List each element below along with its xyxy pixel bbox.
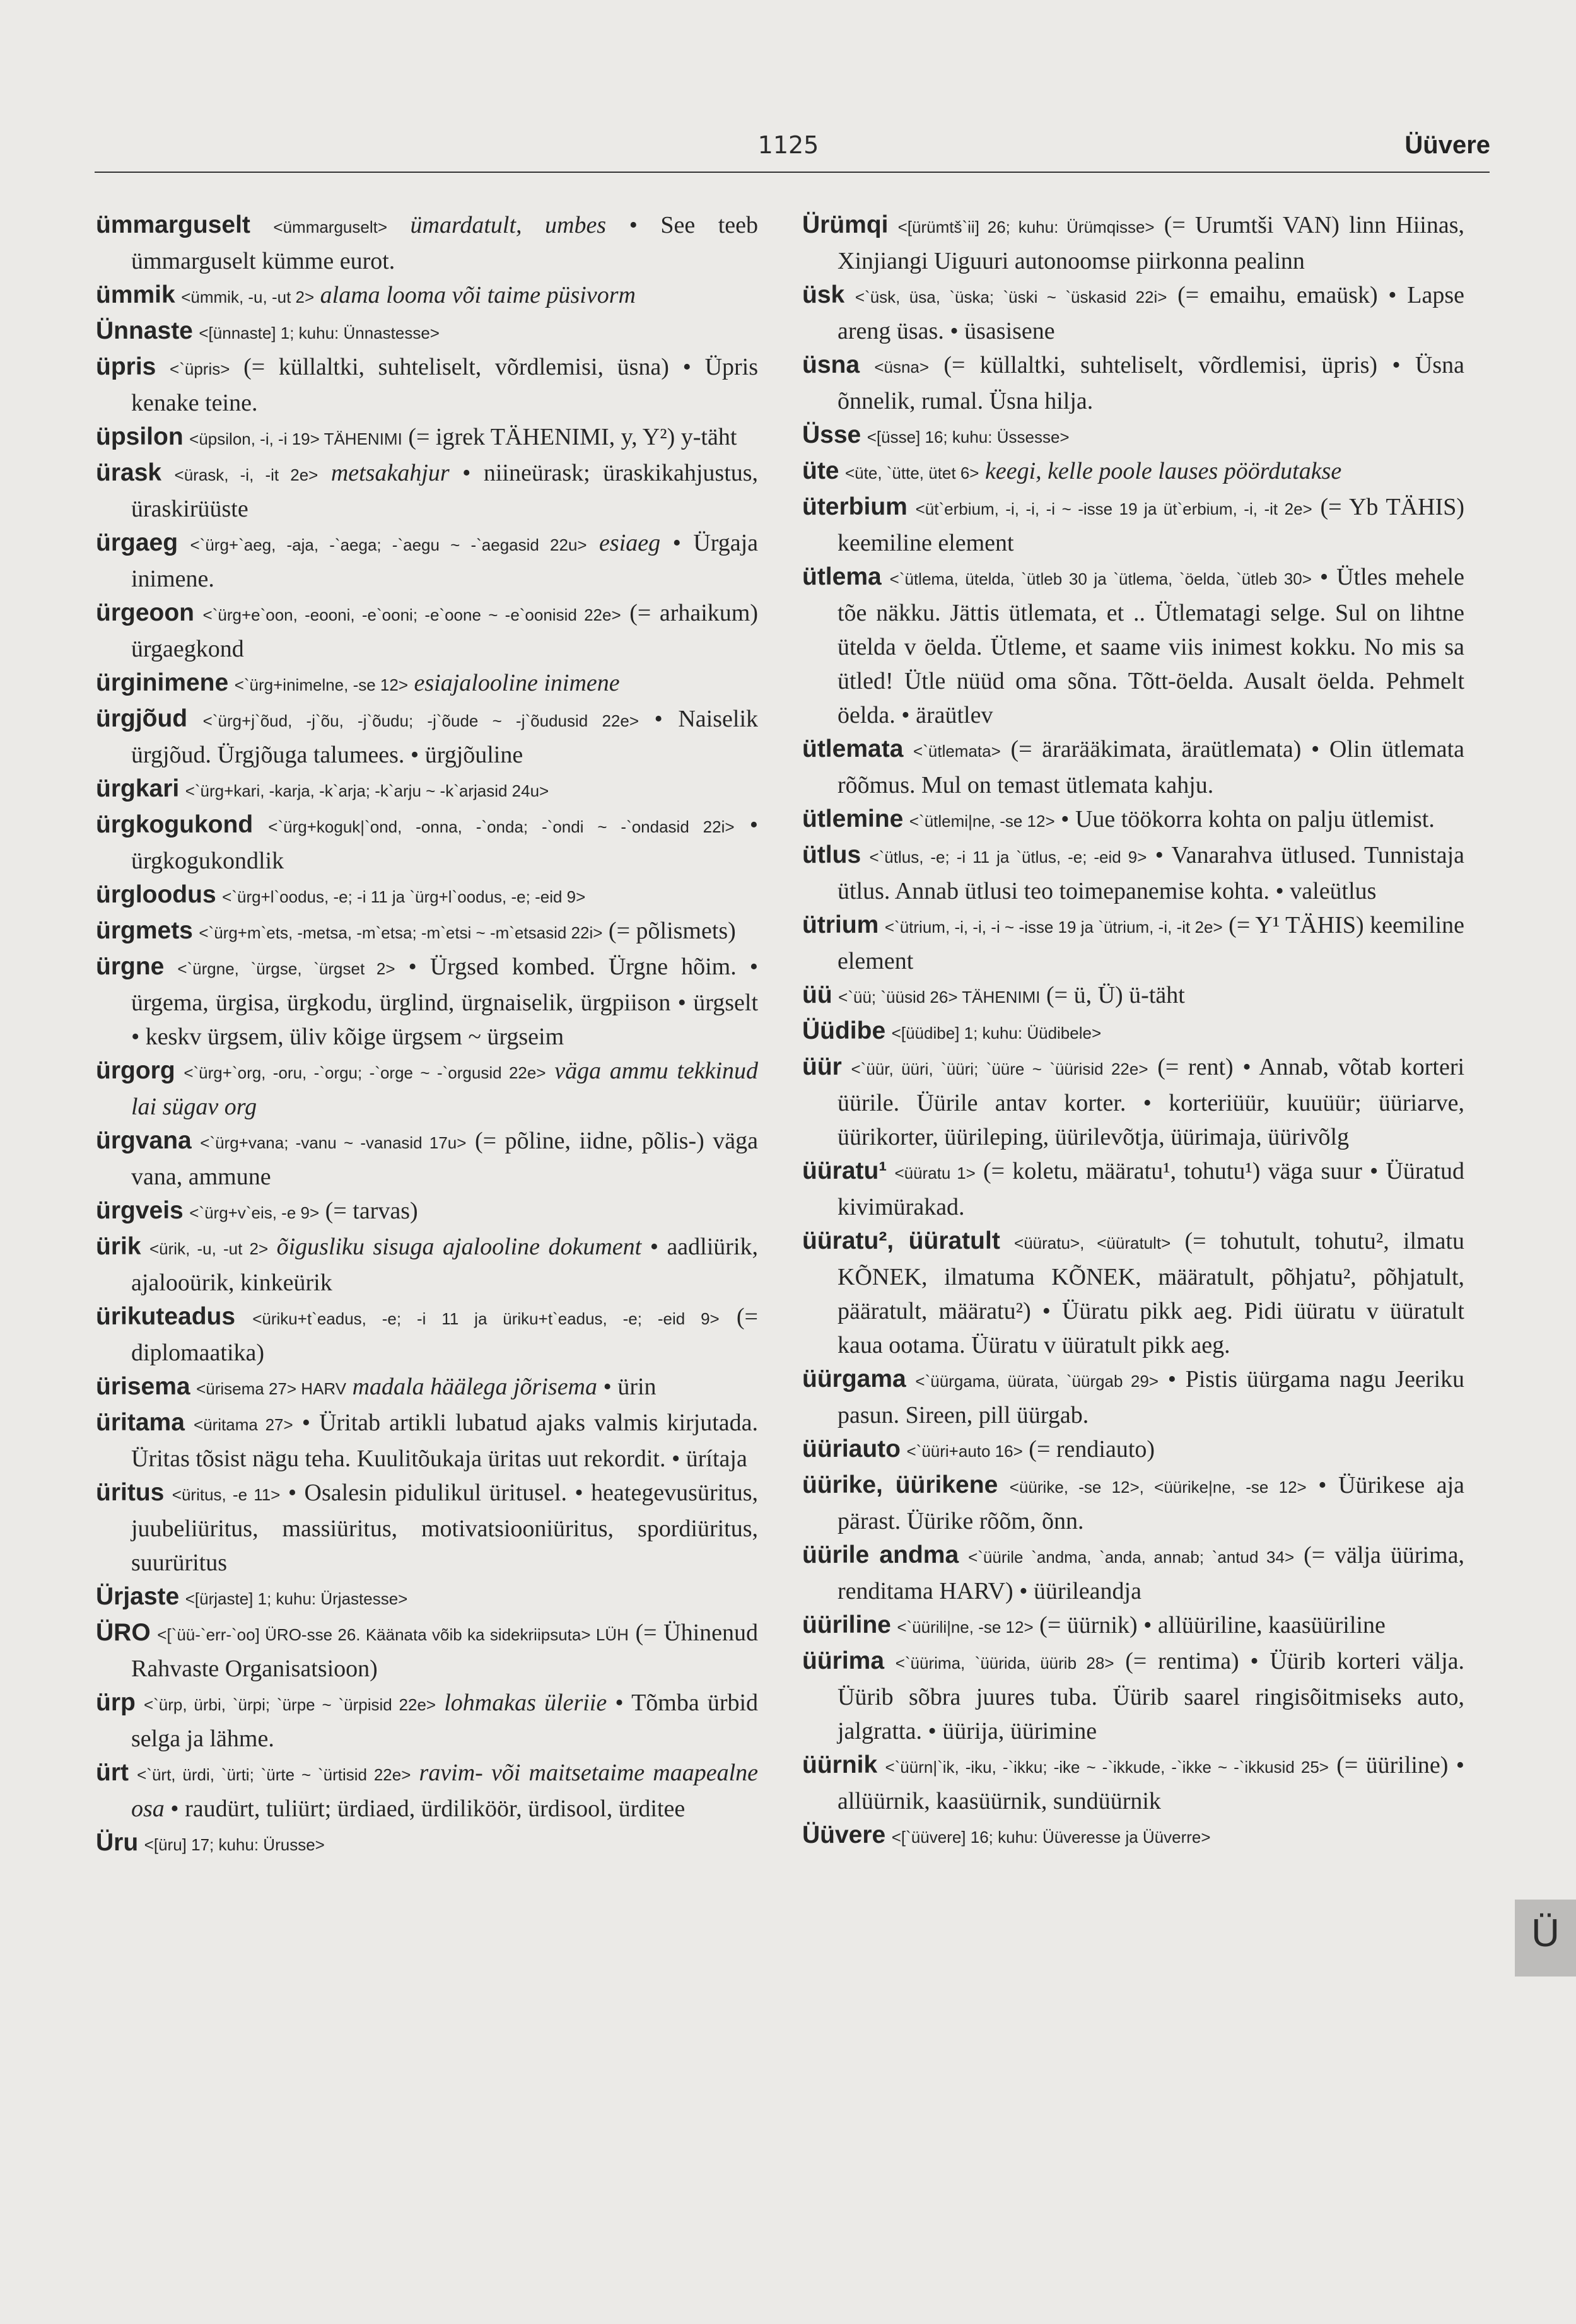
definition: ümardatult, umbes [410,212,607,238]
headword: Ünnaste [96,317,193,344]
headword: Üsse [802,421,861,448]
grammar-info: <ümmarguselt> [273,218,388,236]
dictionary-entry [96,208,758,278]
entry-text: (= Y¹ TÄHIS) keemiline element [838,912,1464,974]
dictionary-entry [802,978,1464,1014]
dictionary-entry [802,1818,1464,1854]
entry-text: (= ärarääkimata, äraütlematа) • Olin ütlematа rõõmus. Mul on temast ütlematа kahju. [838,736,1465,798]
dictionary-entry [802,490,1464,560]
dictionary-entry [96,1686,758,1756]
headword: ürgmets [96,917,193,944]
grammar-info: <[üüdibe] 1; kuhu: Üüdibele> [891,1024,1102,1042]
headword: ütlemata [802,735,904,762]
entry-text: • aadliürik, ajalooürik, kinkeürik [131,1234,758,1296]
entry-text: • See teeb ümmarguselt kümme eurot. [131,212,759,274]
definition: alama looma või taime püsivorm [320,282,636,308]
entry-text: (= põline, iidne, põlis-) väga vana, ammune [131,1128,759,1190]
grammar-info: <`ütlemata> [913,742,1001,761]
entry-text: (= Ühinenud Rahvaste Organisatsioon) [131,1620,759,1682]
entry-text: (= ü, Ü) ü-täht [1046,982,1185,1008]
definition: madala häälega jõrisema [352,1374,598,1400]
headword: ÜRO [96,1619,151,1646]
grammar-info: <[`üüvere] 16; kuhu: Üüveresse ja Üüverre> [891,1828,1211,1847]
dictionary-entry [96,1406,758,1476]
grammar-info: <`ürp, ürbi, `ürpi; `ürpe ~ `ürpisid 22e> [143,1695,436,1714]
grammar-info: <`üürile `andma, `anda, annab; `antud 34> [968,1548,1295,1567]
grammar-info: <üritama 27> [193,1415,293,1434]
dictionary-entry [96,596,758,666]
definition: metsakahjur [330,460,450,486]
thumb-index-tab [1515,1900,1576,1977]
dictionary-entry [802,1644,1464,1748]
dictionary-entry [802,1432,1464,1468]
grammar-info: <`ürt, ürdi, `ürti; `ürte ~ `ürtisid 22e> [137,1765,411,1784]
headword: üürike, üürikene [802,1471,998,1498]
headword: ürgveis [96,1197,184,1224]
grammar-info: <`üür, üüri, `üüri; `üüre ~ `üürisid 22e> [851,1060,1148,1078]
grammar-info: <`ürgne, `ürgse, `ürgset 2> [177,959,395,978]
dictionary-entry [96,1194,758,1230]
entry-text: • Ütles mehele tõe näkku. Jättis ütlemata, et .. Ütlematagi selge. Sul on lihtne ütelda v öelda. Ütleme, et saame viis inimest kokku. No mis sa ütled! Ütle nüüd oma sõna. Tõtt-öelda. Ausalt öelda. Pehmelt öelda. • äraütlev [838,564,1465,728]
entry-text: (= Yb TÄHIS) keemiline element [838,494,1465,556]
entry-text: • ürgkogukondlik [131,812,759,874]
grammar-info: <üpsilon, -i, -i 19> TÄHENIMI [189,429,402,448]
headword: üüratu¹ [802,1157,887,1184]
dictionary-entry [802,278,1464,348]
definition: esiaeg [599,530,661,556]
entry-text: (= Urumtši VAN) linn Hiinas, Xinjiangi Uiguuri autonoomse piirkonna pealinn [838,212,1464,274]
grammar-info: <`ütrium, -i, -i, -i ~ -isse 19 ja `ütrium, -i, -it 2e> [884,918,1223,937]
definition: õigusliku sisuga ajalooline dokument [276,1234,642,1260]
headword: ürgkari [96,775,180,802]
headword: ümmarguselt [96,211,250,238]
grammar-info: <`ürg+m`ets, -metsa, -m`etsa; -m`etsi ~ -m`etsasid 22i> [199,923,603,942]
grammar-info: <`ütlema, ütelda, `ütleb 30 ja `ütlema, `öelda, `ütleb 30> [889,569,1312,588]
dictionary-entry [96,808,758,878]
headword: ütlus [802,841,861,868]
page-number: 1125 [757,131,819,159]
grammar-info: <`üürima, `üürida, üürib 28> [895,1654,1114,1673]
grammar-info: <`ütlemi|ne, -se 12> [909,812,1055,831]
dictionary-entry [96,1580,758,1616]
grammar-info: <`üü; `üüsid 26> TÄHENIMI [838,988,1041,1007]
grammar-info: <üürike, -se 12>, <üürike|ne, -se 12> [1009,1478,1307,1497]
headword: üsk [802,281,845,308]
grammar-info: <`ürg+koguk|`ond, -onna, -`onda; -`ondi ~ -`ondasid 22i> [268,817,735,836]
grammar-info: <`ürg+`aeg, -aja, -`aega; -`aegu ~ -`aegasid 22u> [190,535,587,554]
dictionary-entry [802,1014,1464,1050]
dictionary-entry [96,1300,758,1370]
headword: Üru [96,1829,139,1856]
entry-text: • Tõmba ürbid selga ja lähme. [131,1690,759,1752]
grammar-info: <`üürgama, üürata, `üürgab 29> [915,1372,1159,1391]
grammar-info: <`ürg+v`eis, -e 9> [189,1203,320,1222]
entry-text: (= koletu, määratu¹, tohutu¹) väga suur • Üüratud kivimürakad. [838,1158,1464,1220]
dictionary-entry [802,208,1464,278]
headword: ürisema [96,1373,190,1400]
entry-text: (= üürnik) • allüüriline, kaasüüriline [1039,1612,1386,1638]
dictionary-entry [96,878,758,914]
grammar-info: <üte, `ütte, ütet 6> [845,464,979,482]
entry-text: (= tarvas) [325,1198,418,1224]
headword: ürgloodus [96,881,216,908]
dictionary-entry [96,1370,758,1406]
dictionary-entry [96,914,758,950]
thumb-index-letter: Ü [1531,1912,1560,1955]
grammar-info: <`ürg+e`oon, -eooni, -e`ooni; -e`oone ~ -e`oonisid 22e> [202,605,621,624]
grammar-info: <`üpris> [170,359,230,378]
grammar-info: <[ürjaste] 1; kuhu: Ürjastesse> [185,1589,408,1608]
grammar-info: <`ürg+kari, -karja, -k`arja; -k`arju ~ -k`arjasid 24u> [185,781,549,800]
grammar-info: <üriku+t`eadus, -e; -i 11 ja üriku+t`eadus, -e; -eid 9> [252,1309,720,1328]
headword: ürgne [96,953,165,980]
dictionary-entry [96,420,758,456]
headword: ürgaeg [96,529,178,556]
dictionary-entry [96,278,758,314]
entry-text: • raudürt, tuliürt; ürdiaed, ürdiliköör, ürdisool, ürditee [170,1796,686,1822]
entry-text: • Üritab artikli lubatud ajaks valmis kirjutada. Üritas tõsist nägu teha. Kuulitõukaja üritas uut rekordit. • ürítaja [131,1410,759,1472]
dictionary-entry [96,772,758,808]
dictionary-entry [96,666,758,702]
header-rule [95,172,1490,173]
headword: üpris [96,353,156,380]
grammar-info: <ürisema 27> HARV [196,1379,347,1398]
dictionary-entry [96,314,758,350]
entry-text: (= põlismets) [608,918,736,944]
grammar-info: <`ürg+l`oodus, -e; -i 11 ja `ürg+l`oodus, -e; -eid 9> [222,887,586,906]
headword: üpsilon [96,423,184,450]
entry-text: • Ürgaja inimene. [131,530,759,592]
grammar-info: <`ürg+vana; -vanu ~ -vanasid 17u> [200,1133,467,1152]
headword: Ürümqi [802,211,889,238]
dictionary-entry [96,1054,758,1124]
dictionary-entry [96,456,758,526]
entry-text: • ürin [603,1374,657,1400]
grammar-info: <[ürümtš`ii] 26; kuhu: Ürümqisse> [897,218,1155,236]
dictionary-entry [96,1756,758,1826]
dictionary-entry [802,1608,1464,1644]
dictionary-entry [96,1616,758,1686]
dictionary-entry [96,1476,758,1580]
headword: ürp [96,1689,136,1716]
dictionary-entry [802,1538,1464,1608]
entry-text: • Ürgsed kombed. Ürgne hõim. • ürgema, ürgisa, ürgkodu, ürglind, ürgnaiselik, ürgpiison • ürgselt • keskv ürgsem, üliv kõige ürgsem ~ ürgseim [131,954,759,1050]
entry-text: (= emaihu, emaüsk) • Lapse areng üsas. • üsasisene [838,282,1465,344]
headword: ürgvana [96,1127,192,1154]
headword: ürt [96,1759,129,1786]
dictionary-entry [802,560,1464,732]
headword: üürnik [802,1751,878,1778]
headword: üsna [802,351,860,378]
grammar-info: <[üru] 17; kuhu: Ürusse> [144,1835,325,1854]
headword: ürgjõud [96,705,188,732]
grammar-info: <`ürg+`org, -oru, -`orgu; -`orge ~ -`orgusid 22e> [184,1063,546,1082]
entry-text: • Naiselik ürgjõud. Ürgjõuga talumees. • ürgjõuline [131,706,759,768]
definition: lohmakas üleriie [444,1690,607,1716]
entry-text: • Osalesin pidulikul üritusel. • heategevusüritus, juubeliüritus, massiüritus, motivatsiooniüritus, spordiüritus, suurüritus [131,1480,759,1576]
left-column [96,208,758,1862]
dictionary-entry [802,1362,1464,1432]
entry-text: • Uue töökorra kohta on palju ütlemist. [1061,806,1435,832]
grammar-info: <üsna> [874,358,930,377]
grammar-info: <`üürili|ne, -se 12> [897,1618,1034,1637]
dictionary-entry [802,1224,1464,1362]
grammar-info: <ürik, -u, -ut 2> [149,1239,269,1258]
headword: Üüvere [802,1821,886,1848]
grammar-info: <`ürg+inimelne, -se 12> [234,675,409,694]
definition: väga ammu tekkinud lai sügav org [131,1058,759,1120]
dictionary-entry [96,1826,758,1862]
entry-text: (= tohutult, tohutu², ilmatu KÕNEK, ilmatuma KÕNEK, määratult, põhjatu², põhjatult, pääratult, määratu²) • Üüratu pikk aeg. Pidi üüratu v üüratult kaua ootama. Üüratu v üüratult pikk aeg. [838,1228,1464,1358]
grammar-info: <ümmik, -u, -ut 2> [181,288,315,307]
headword: ütlema [802,563,882,590]
grammar-info: <`ürg+j`õud, -j`õu, -j`õudu; -j`õude ~ -j`õudusid 22e> [202,711,639,730]
dictionary-entry [802,348,1464,418]
grammar-info: <üt`erbium, -i, -i, -i ~ -isse 19 ja üt`erbium, -i, -it 2e> [915,499,1312,518]
definition: keegi, kelle poole lauses pöördutakse [984,458,1342,484]
headword: Ürjaste [96,1583,180,1610]
dictionary-entry [802,454,1464,490]
entry-text: • niineürask; üraskikahjustus, üraskirüüste [131,460,759,522]
entry-text: • Vanarahva ütlused. Tunnistaja ütlus. Annab ütlusi teo toimepanemise kohta. • valeütlus [838,842,1465,904]
dictionary-entry [96,950,758,1054]
dictionary-entry [96,702,758,772]
headword: üüratu², üüratult [802,1227,1000,1254]
grammar-info: <`üüri+auto 16> [906,1442,1023,1461]
entry-text: (= välja üürima, renditama HARV) • üürileandja [838,1542,1464,1604]
headword: ürask [96,459,162,486]
grammar-info: <`üürn|`ik, -iku, -`ikku; -ike ~ -`ikkude, -`ikke ~ -`ikkusid 25> [885,1758,1329,1777]
headword: üritus [96,1479,165,1506]
entry-text: (= üüriline) • allüürnik, kaasüürnik, sundüürnik [838,1752,1465,1814]
dictionary-entry [802,418,1464,454]
entry-text: (= arhaikum) ürgaegkond [131,600,758,662]
grammar-info: <[ünnaste] 1; kuhu: Ünnastesse> [199,324,440,342]
dictionary-entry [96,526,758,596]
dictionary-entry [802,908,1464,978]
entry-text: (= küllaltki, suhteliselt, võrdlemisi, üsna) • Üpris kenake teine. [131,354,759,416]
headword: ürgeoon [96,599,194,626]
entry-text: (= diplomaatika) [131,1304,758,1366]
definition: ravim- või maitsetaime maapealne osa [131,1760,758,1822]
entry-text: (= rent) • Annab, võtab korteri üürile. Üürile antav korter. • korteriüür, kuuüür; üüriarve, üürikorter, üürileping, üürilevõtja, üürimaja, üürivõlg [838,1054,1465,1150]
entry-text: (= küllaltki, suhteliselt, võrdlemisi, üpris) • Üsna õnnelik, rumal. Üsna hilja. [838,352,1465,414]
dictionary-entry [802,1050,1464,1154]
dictionary-entry [96,1230,758,1300]
entry-text: • Üürikese aja pärast. Üürike rõõm, õnn. [838,1472,1465,1534]
headword: ürgkogukond [96,811,254,838]
headword: üürgama [802,1365,906,1393]
headword: üürima [802,1647,885,1674]
dictionary-entry [802,802,1464,838]
definition: esiajalooline inimene [414,670,620,696]
headword: üüriauto [802,1435,901,1463]
entry-text: (= rendiauto) [1029,1436,1155,1463]
grammar-info: <`ütlus, -e; -i 11 ja `ütlus, -e; -eid 9> [869,848,1147,867]
headword: üürile andma [802,1541,959,1568]
dictionary-entry [96,1124,758,1194]
grammar-info: <üüratu>, <üüratult> [1014,1234,1171,1253]
headword: ürginimene [96,669,229,696]
headword: üterbium [802,493,908,520]
grammar-info: <üüratu 1> [894,1164,976,1182]
headword: üüriline [802,1611,891,1638]
running-head: Üüvere [1404,131,1490,159]
entry-text: (= rentima) • Üürib korteri välja. Üürib sõbra juures tuba. Üürib saarel ringisõitmiseks auto, jalgratta. • üürija, üürimine [838,1648,1465,1744]
headword: üte [802,457,839,484]
grammar-info: <[`üü-`err-`oo] ÜRO-sse 26. Käänata võib ka sidekriipsuta> LÜH [157,1625,629,1644]
dictionary-entry [802,732,1464,802]
headword: üür [802,1053,842,1080]
dictionary-entry [802,1154,1464,1224]
headword: üritama [96,1409,185,1436]
headword: üü [802,981,832,1008]
headword: ürikuteadus [96,1303,236,1330]
dictionary-entry [96,350,758,420]
headword: ütlemine [802,805,904,832]
dictionary-entry [802,1468,1464,1538]
headword: ürgorg [96,1057,175,1084]
headword: ümmik [96,281,175,308]
dictionary-entry [802,1748,1464,1818]
grammar-info: <ürask, -i, -it 2e> [174,465,318,484]
entry-text: (= igrek TÄHENIMI, y, Y²) y-täht [408,424,737,450]
headword: ürik [96,1233,141,1260]
headword: ütrium [802,911,879,938]
right-column [802,208,1464,1854]
dictionary-entry [802,838,1464,908]
headword: Üüdibe [802,1017,886,1044]
grammar-info: <[üsse] 16; kuhu: Üssesse> [867,428,1070,447]
entry-text: • Pistis üürgama nagu Jeeriku pasun. Sireen, pill üürgab. [838,1366,1465,1428]
grammar-info: <üritus, -e 11> [172,1485,281,1504]
grammar-info: <`üsk, üsa, `üska; `üski ~ `üskasid 22i> [855,288,1167,307]
